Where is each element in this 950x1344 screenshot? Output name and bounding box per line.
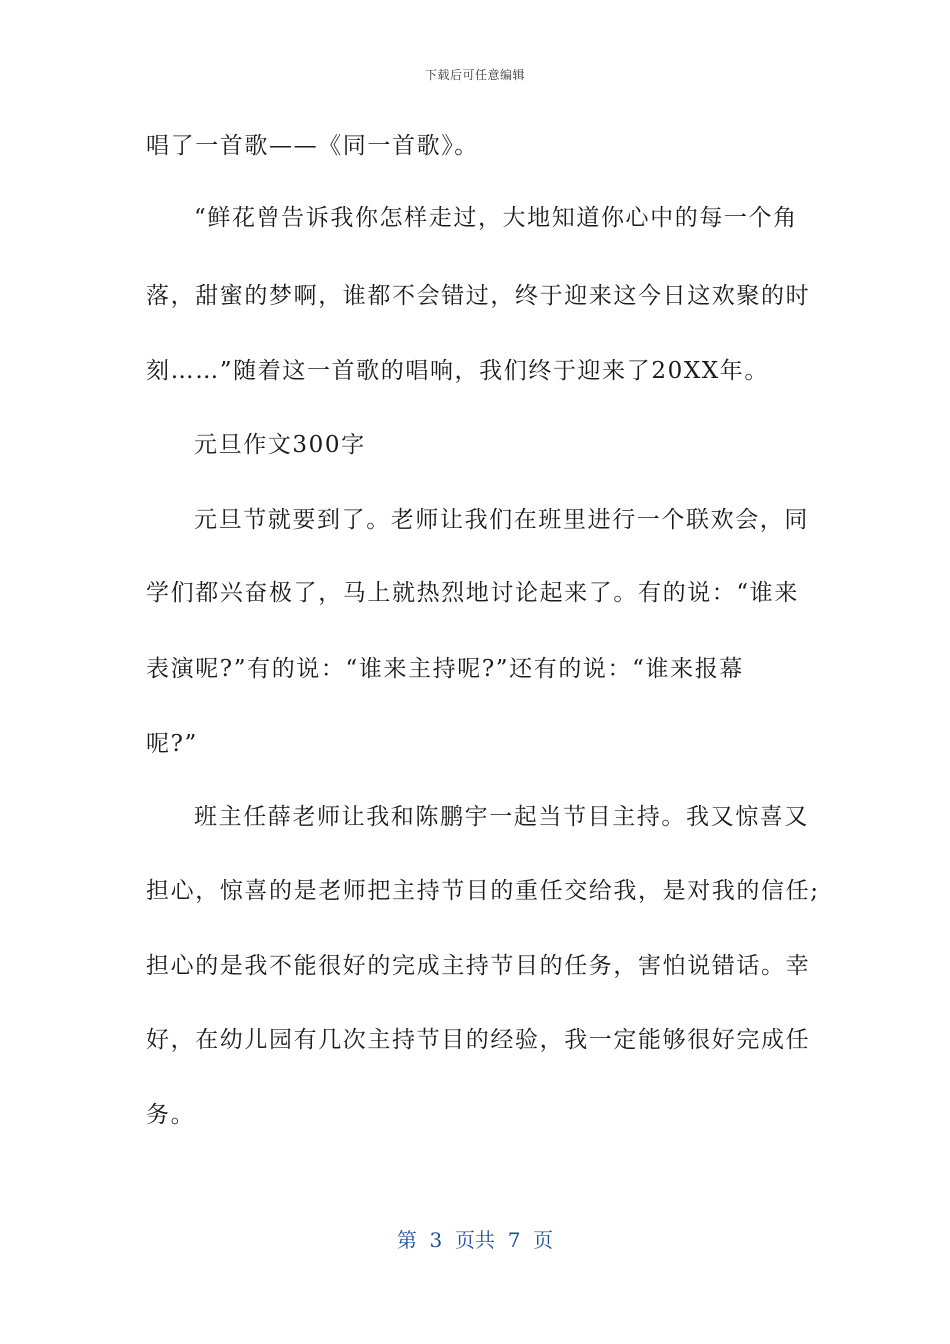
text-line-9: 呢?” xyxy=(146,731,198,757)
text-line-1: 唱了一首歌——《同一首歌》。 xyxy=(146,133,479,159)
text-line-14: 务。 xyxy=(146,1102,196,1128)
text-line-6: 元旦节就要到了。老师让我们在班里进行一个联欢会，同 xyxy=(194,507,809,533)
text-line-4: 刻……”随着这一首歌的唱响，我们终于迎来了20XX年。 xyxy=(146,358,769,384)
text-line-12: 担心的是我不能很好的完成主持节目的任务，害怕说错话。幸 xyxy=(146,953,811,979)
text-line-3: 落，甜蜜的梦啊，谁都不会错过，终于迎来这今日这欢聚的时 xyxy=(146,283,811,309)
page-header: 下载后可任意编辑 xyxy=(424,68,525,82)
text-line-13: 好，在幼儿园有几次主持节目的经验，我一定能够很好完成任 xyxy=(146,1027,811,1053)
text-line-8: 表演呢?”有的说：“谁来主持呢?”还有的说：“谁来报幕 xyxy=(146,656,744,682)
text-line-7: 学们都兴奋极了，马上就热烈地讨论起来了。有的说：“谁来 xyxy=(146,580,799,606)
page-number-footer: 第 3 页共 7 页 xyxy=(396,1228,554,1252)
section-title: 元旦作文300字 xyxy=(194,432,366,458)
text-line-10: 班主任薛老师让我和陈鹏宇一起当节目主持。我又惊喜又 xyxy=(194,804,809,830)
text-line-2: “鲜花曾告诉我你怎样走过，大地知道你心中的每一个角 xyxy=(194,205,798,231)
text-line-11: 担心，惊喜的是老师把主持节目的重任交给我，是对我的信任; xyxy=(146,878,820,904)
